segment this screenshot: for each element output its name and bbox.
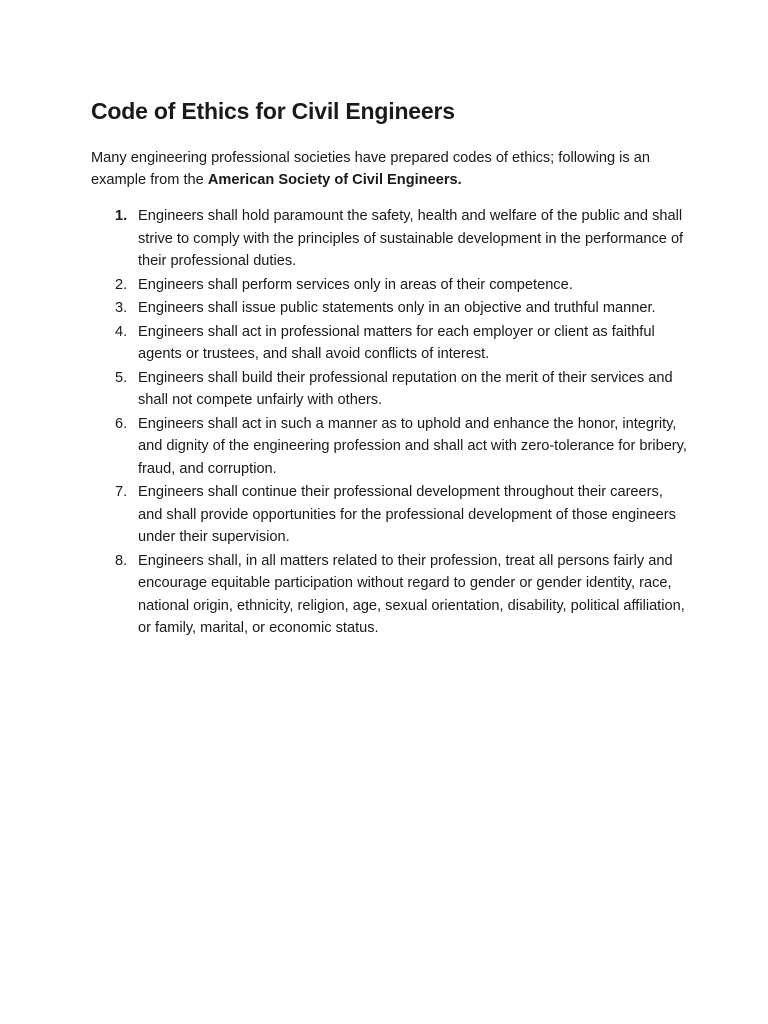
list-item-text: Engineers shall, in all matters related to their profession, treat all persons fairly and encourage equitable participation without regard to gender or gender identity, race, national origin, ethnicity, religion, age, sexual orientation, disability, political affiliation, or family, marital, or economic status. xyxy=(138,552,685,636)
list-item xyxy=(91,274,691,297)
document-title: Code of Ethics for Civil Engineers xyxy=(91,98,455,124)
list-item-text: Engineers shall continue their professional development throughout their careers, and shall provide opportunities for the professional development of those engineers under their supervision. xyxy=(138,484,676,545)
list-item-text: Engineers shall act in such a manner as to uphold and enhance the honor, integrity, and dignity of the engineering profession and shall act with zero-tolerance for bribery, fraud, and corruption. xyxy=(138,415,687,477)
list-item-text: Engineers shall act in professional matters for each employer or client as faithful agents or trustees, and shall avoid conflicts of interest. xyxy=(138,323,655,362)
intro-text: Many engineering professional societies have prepared codes of ethics; following is an example from the xyxy=(91,150,650,188)
list-item-number: 2. xyxy=(115,276,128,293)
list-item-number: 4. xyxy=(115,323,128,340)
list-item xyxy=(91,367,691,412)
list-item-number: 5. xyxy=(115,369,128,386)
list-item xyxy=(91,413,691,481)
list-item-text: Engineers shall perform services only in areas of their competence. xyxy=(138,276,573,293)
list-item-text: Engineers shall build their professional reputation on the merit of their services and shall not compete unfairly with others. xyxy=(138,369,673,408)
list-item-number: 3. xyxy=(115,300,128,316)
list-item xyxy=(91,297,691,320)
intro-organization: American Society of Civil Engineers. xyxy=(207,172,462,188)
list-item-number: 1. xyxy=(115,208,128,224)
list-item-text: Engineers shall issue public statements only in an objective and truthful manner. xyxy=(138,300,656,316)
list-item xyxy=(91,481,691,549)
document-page xyxy=(91,95,691,641)
list-item xyxy=(91,550,691,640)
code-of-ethics-list xyxy=(91,205,691,640)
list-item-number: 6. xyxy=(115,415,128,432)
list-item xyxy=(91,205,691,273)
list-item xyxy=(91,321,691,366)
list-item-number: 8. xyxy=(115,552,128,569)
intro-paragraph xyxy=(91,147,691,191)
list-item-number: 7. xyxy=(115,484,128,500)
list-item-text: Engineers shall hold paramount the safety, health and welfare of the public and shall strive to comply with the principles of sustainable development in the performance of their professional duties. xyxy=(138,208,684,269)
